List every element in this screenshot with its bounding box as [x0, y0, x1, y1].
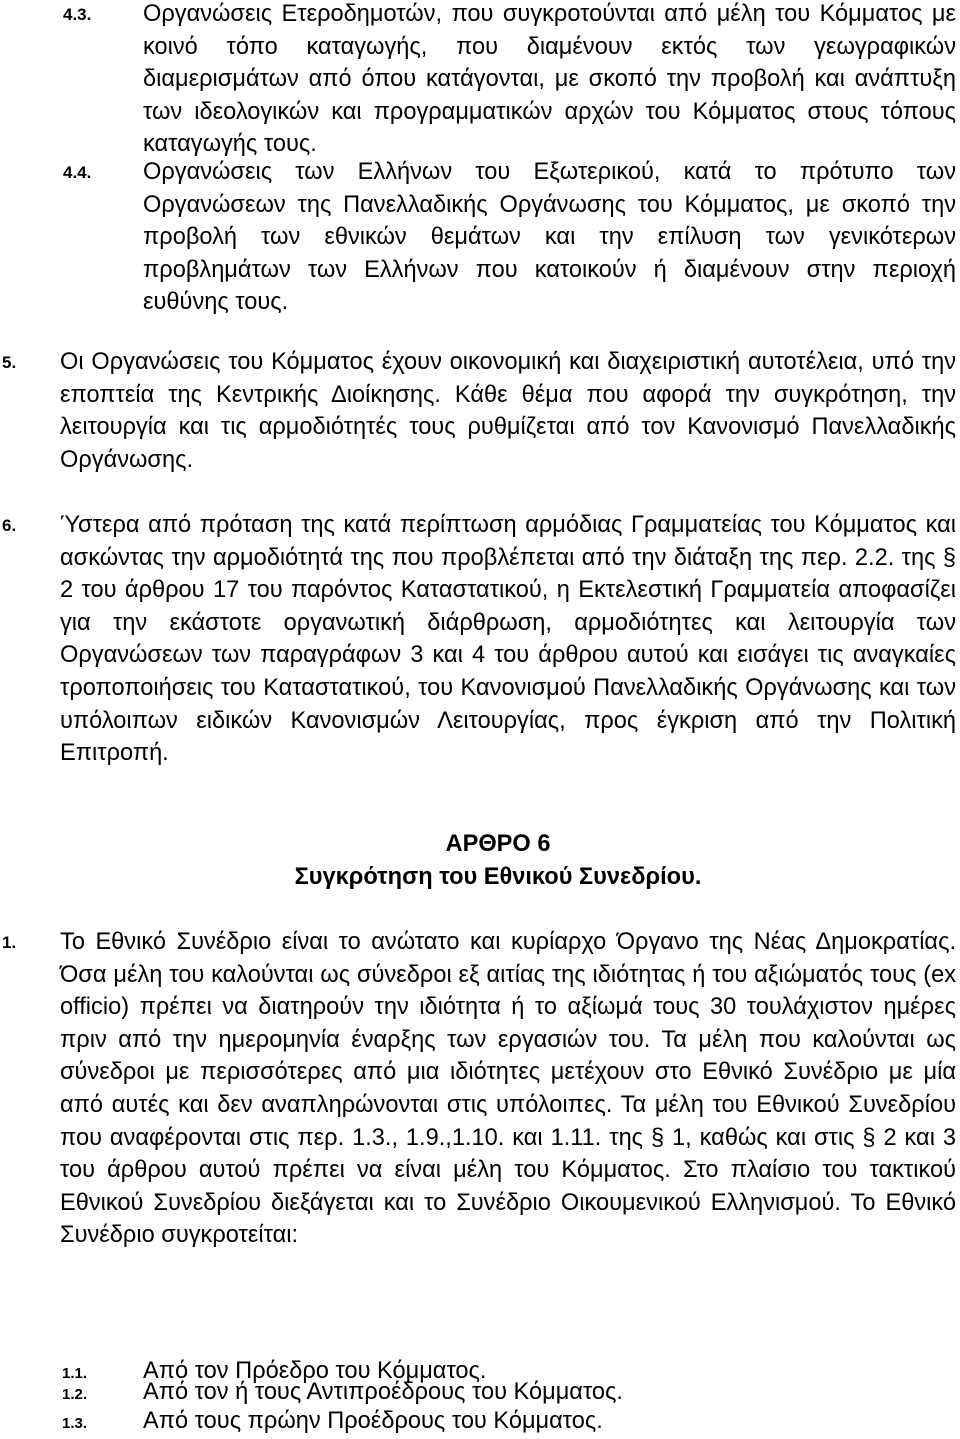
item-number: 1.1.: [62, 1365, 88, 1382]
list-item: [62, 1377, 623, 1407]
article-title: ΑΡΘΡΟ 6: [445, 831, 551, 857]
item-number: 1.3.: [62, 1415, 88, 1432]
section-text: Ύστερα από πρόταση της κατά περίπτωση αρμόδιας Γραμματείας του Κόμματος και ασκώντας την αρμοδιότητά της που προβλέπεται από την διάταξη της περ. 2.2. της § 2 του άρθρου 17 του παρόντος Καταστατικού, η Εκτελεστική Γραμματεία αποφασίζει για την εκάστοτε οργανωτική διάρθρωση, αρμοδιότητες και λειτουργία των Οργανώσεων των παραγράφων 3 και 4 του άρθρου αυτού και εισάγει τις αναγκαίες τροποποιήσεις του Καταστατικού, του Κανονισμού Πανελλαδικής Οργάνωσης και των υπόλοιπων ειδικών Κανονισμών Λειτουργίας, προς έγκριση από την Πολιτική Επιτροπή.: [60, 512, 956, 767]
section-number: 4.3.: [63, 5, 92, 24]
section-text: Οργανώσεις των Ελλήνων του Εξωτερικού, κατά το πρότυπο των Οργανώσεων της Πανελλαδικής Οργάνωσης του Κόμματος, με σκοπό την προβολή των εθνικών θεμάτων και την επίλυση των γενικότερων προβλημάτων των Ελλήνων που κατοικούν ή διαμένουν στην περιοχή ευθύνης τους.: [143, 159, 956, 316]
section-5: [2, 346, 956, 476]
section-1: [2, 926, 956, 1252]
section-text: Το Εθνικό Συνέδριο είναι το ανώτατο και κυρίαρχο Όργανο της Νέας Δημοκρατίας. Όσα μέλη του καλούνται ως σύνεδροι εξ αιτίας της ιδιότητας ή του αξιώματός τους (ex officio) πρέπει να διατηρούν την ιδιότητα ή το αξίωμά τους 30 τουλάχιστον ημέρες πριν από την ημερομηνία έναρξης των εργασιών του. Τα μέλη που καλούνται ως σύνεδροι με περισσότερες από μια ιδιότητες μετέχουν στο Εθνικό Συνέδριο με μία από αυτές και δεν αναπληρώνονται στις υπόλοιπες. Τα μέλη του Εθνικού Συνεδρίου που αναφέρονται στις περ. 1.3., 1.9.,1.10. και 1.11. της § 1, καθώς και στις § 2 και 3 του άρθρου αυτού πρέπει να είναι μέλη του Κόμματος. Στο πλαίσιο του τακτικού Εθνικού Συνεδρίου διεξάγεται και το Συνέδριο Οικουμενικού Ελληνισμού. Το Εθνικό Συνέδριο συγκροτείται:: [60, 929, 956, 1249]
item-text: Από τον Πρόεδρο του Κόμματος.: [143, 1358, 487, 1384]
section-number: 1.: [2, 933, 17, 952]
item-text: Από τον ή τους Αντιπροέδρους του Κόμματος.: [143, 1379, 623, 1405]
section-text: Οι Οργανώσεις του Κόμματος έχουν οικονομική και διαχειριστική αυτοτέλεια, υπό την εποπτεία της Κεντρικής Διοίκησης. Κάθε θέμα που αφορά την συγκρότηση, την λειτουργία και τις αρμοδιότητές τους ρυθμίζεται από τον Κανονισμό Πανελλαδικής Οργάνωσης.: [60, 349, 956, 473]
item-number: 1.2.: [62, 1386, 88, 1403]
section-4-4: [63, 156, 956, 319]
section-number: 6.: [2, 516, 17, 535]
section-6: [2, 509, 956, 770]
section-4-3: [63, 0, 956, 161]
list-item: [62, 1406, 603, 1436]
section-number: 4.4.: [63, 163, 92, 182]
item-text: Από τους πρώην Προέδρους του Κόμματος.: [143, 1408, 603, 1434]
article-subtitle: Συγκρότηση του Εθνικού Συνεδρίου.: [294, 864, 702, 890]
section-number: 5.: [2, 353, 17, 372]
section-text: Οργανώσεις Ετεροδημοτών, που συγκροτούνται από μέλη του Κόμματος με κοινό τόπο καταγωγής, που διαμένουν εκτός των γεωγραφικών διαμερισμάτων από όπου κατάγονται, με σκοπό την προβολή και ανάπτυξη των ιδεολογικών και προγραμματικών αρχών του Κόμματος στους τόπους καταγωγής τους.: [143, 1, 956, 158]
